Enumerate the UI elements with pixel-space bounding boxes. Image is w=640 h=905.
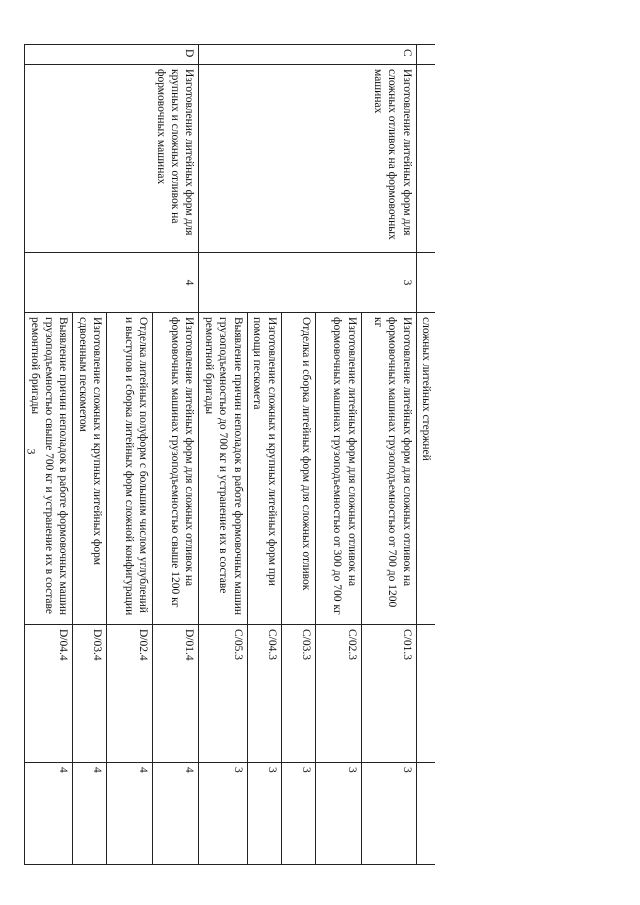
function-name: сложных литейных стержней: [416, 313, 435, 625]
function-name: Отделка литейных полуформ с большим числом углублений и выступов и сборка литейных форм сложной конфигурации: [107, 313, 153, 625]
cell-empty: [416, 45, 435, 65]
function-code: D/04.4: [25, 625, 73, 763]
function-level: 4: [107, 763, 153, 865]
function-name: Отделка и сборка литейных форм для сложных отливок: [281, 313, 315, 625]
table-row: [416, 45, 435, 865]
function-code: C/02.3: [315, 625, 361, 763]
function-code: C/05.3: [199, 625, 247, 763]
function-name: Выявление причин неполадок в работе формовочных машин грузоподъемностью свыше 700 кг и устранение их в составе ремонтной бригады: [25, 313, 73, 625]
function-name: Изготовление литейных форм для сложных отливок на формовочных машинах грузоподъемностью от 700 до 1200 кг: [361, 313, 416, 625]
function-level: 4: [73, 763, 107, 865]
cell-empty: [416, 625, 435, 763]
function-name: Изготовление сложных и крупных литейных форм при помощи пескомета: [247, 313, 281, 625]
group-level: 4: [25, 253, 199, 313]
table-row: [153, 45, 199, 865]
cell-empty: [416, 763, 435, 865]
function-level: 4: [153, 763, 199, 865]
group-code: D: [25, 45, 199, 65]
functions-table: [24, 44, 435, 865]
function-level: 3: [281, 763, 315, 865]
function-name: Изготовление литейных форм для сложных отливок на формовочных машинах грузоподъемностью от 300 до 700 кг: [315, 313, 361, 625]
cell-empty: [416, 65, 435, 253]
function-code: C/03.3: [281, 625, 315, 763]
group-name: Изготовление литейных форм для сложных отливок на формовочных машинах: [199, 65, 416, 253]
table-container: [28, 44, 435, 864]
function-code: D/01.4: [153, 625, 199, 763]
function-code: D/03.4: [73, 625, 107, 763]
function-level: 3: [315, 763, 361, 865]
group-code: C: [199, 45, 416, 65]
group-level: 3: [199, 253, 416, 313]
function-name: Изготовление сложных и крупных литейных форм сдвоенным пескометом: [73, 313, 107, 625]
function-code: C/01.3: [361, 625, 416, 763]
cell-empty: [416, 253, 435, 313]
group-name: Изготовление литейных форм для крупных и сложных отливок на формовочных машинах: [25, 65, 199, 253]
function-code: D/02.4: [107, 625, 153, 763]
rotated-table-frame: [28, 44, 435, 864]
function-level: 3: [247, 763, 281, 865]
table-row: [361, 45, 416, 865]
function-name: Выявление причин неполадок в работе формовочных машин грузоподъемностью до 700 кг и устранение их в составе ремонтной бригады: [199, 313, 247, 625]
function-level: 3: [361, 763, 416, 865]
function-level: 3: [199, 763, 247, 865]
function-level: 4: [25, 763, 73, 865]
function-code: C/04.3: [247, 625, 281, 763]
page-number: 3: [24, 448, 39, 455]
function-name: Изготовление литейных форм для сложных отливок на формовочных машинах грузоподъемностью свыше 1200 кг: [153, 313, 199, 625]
